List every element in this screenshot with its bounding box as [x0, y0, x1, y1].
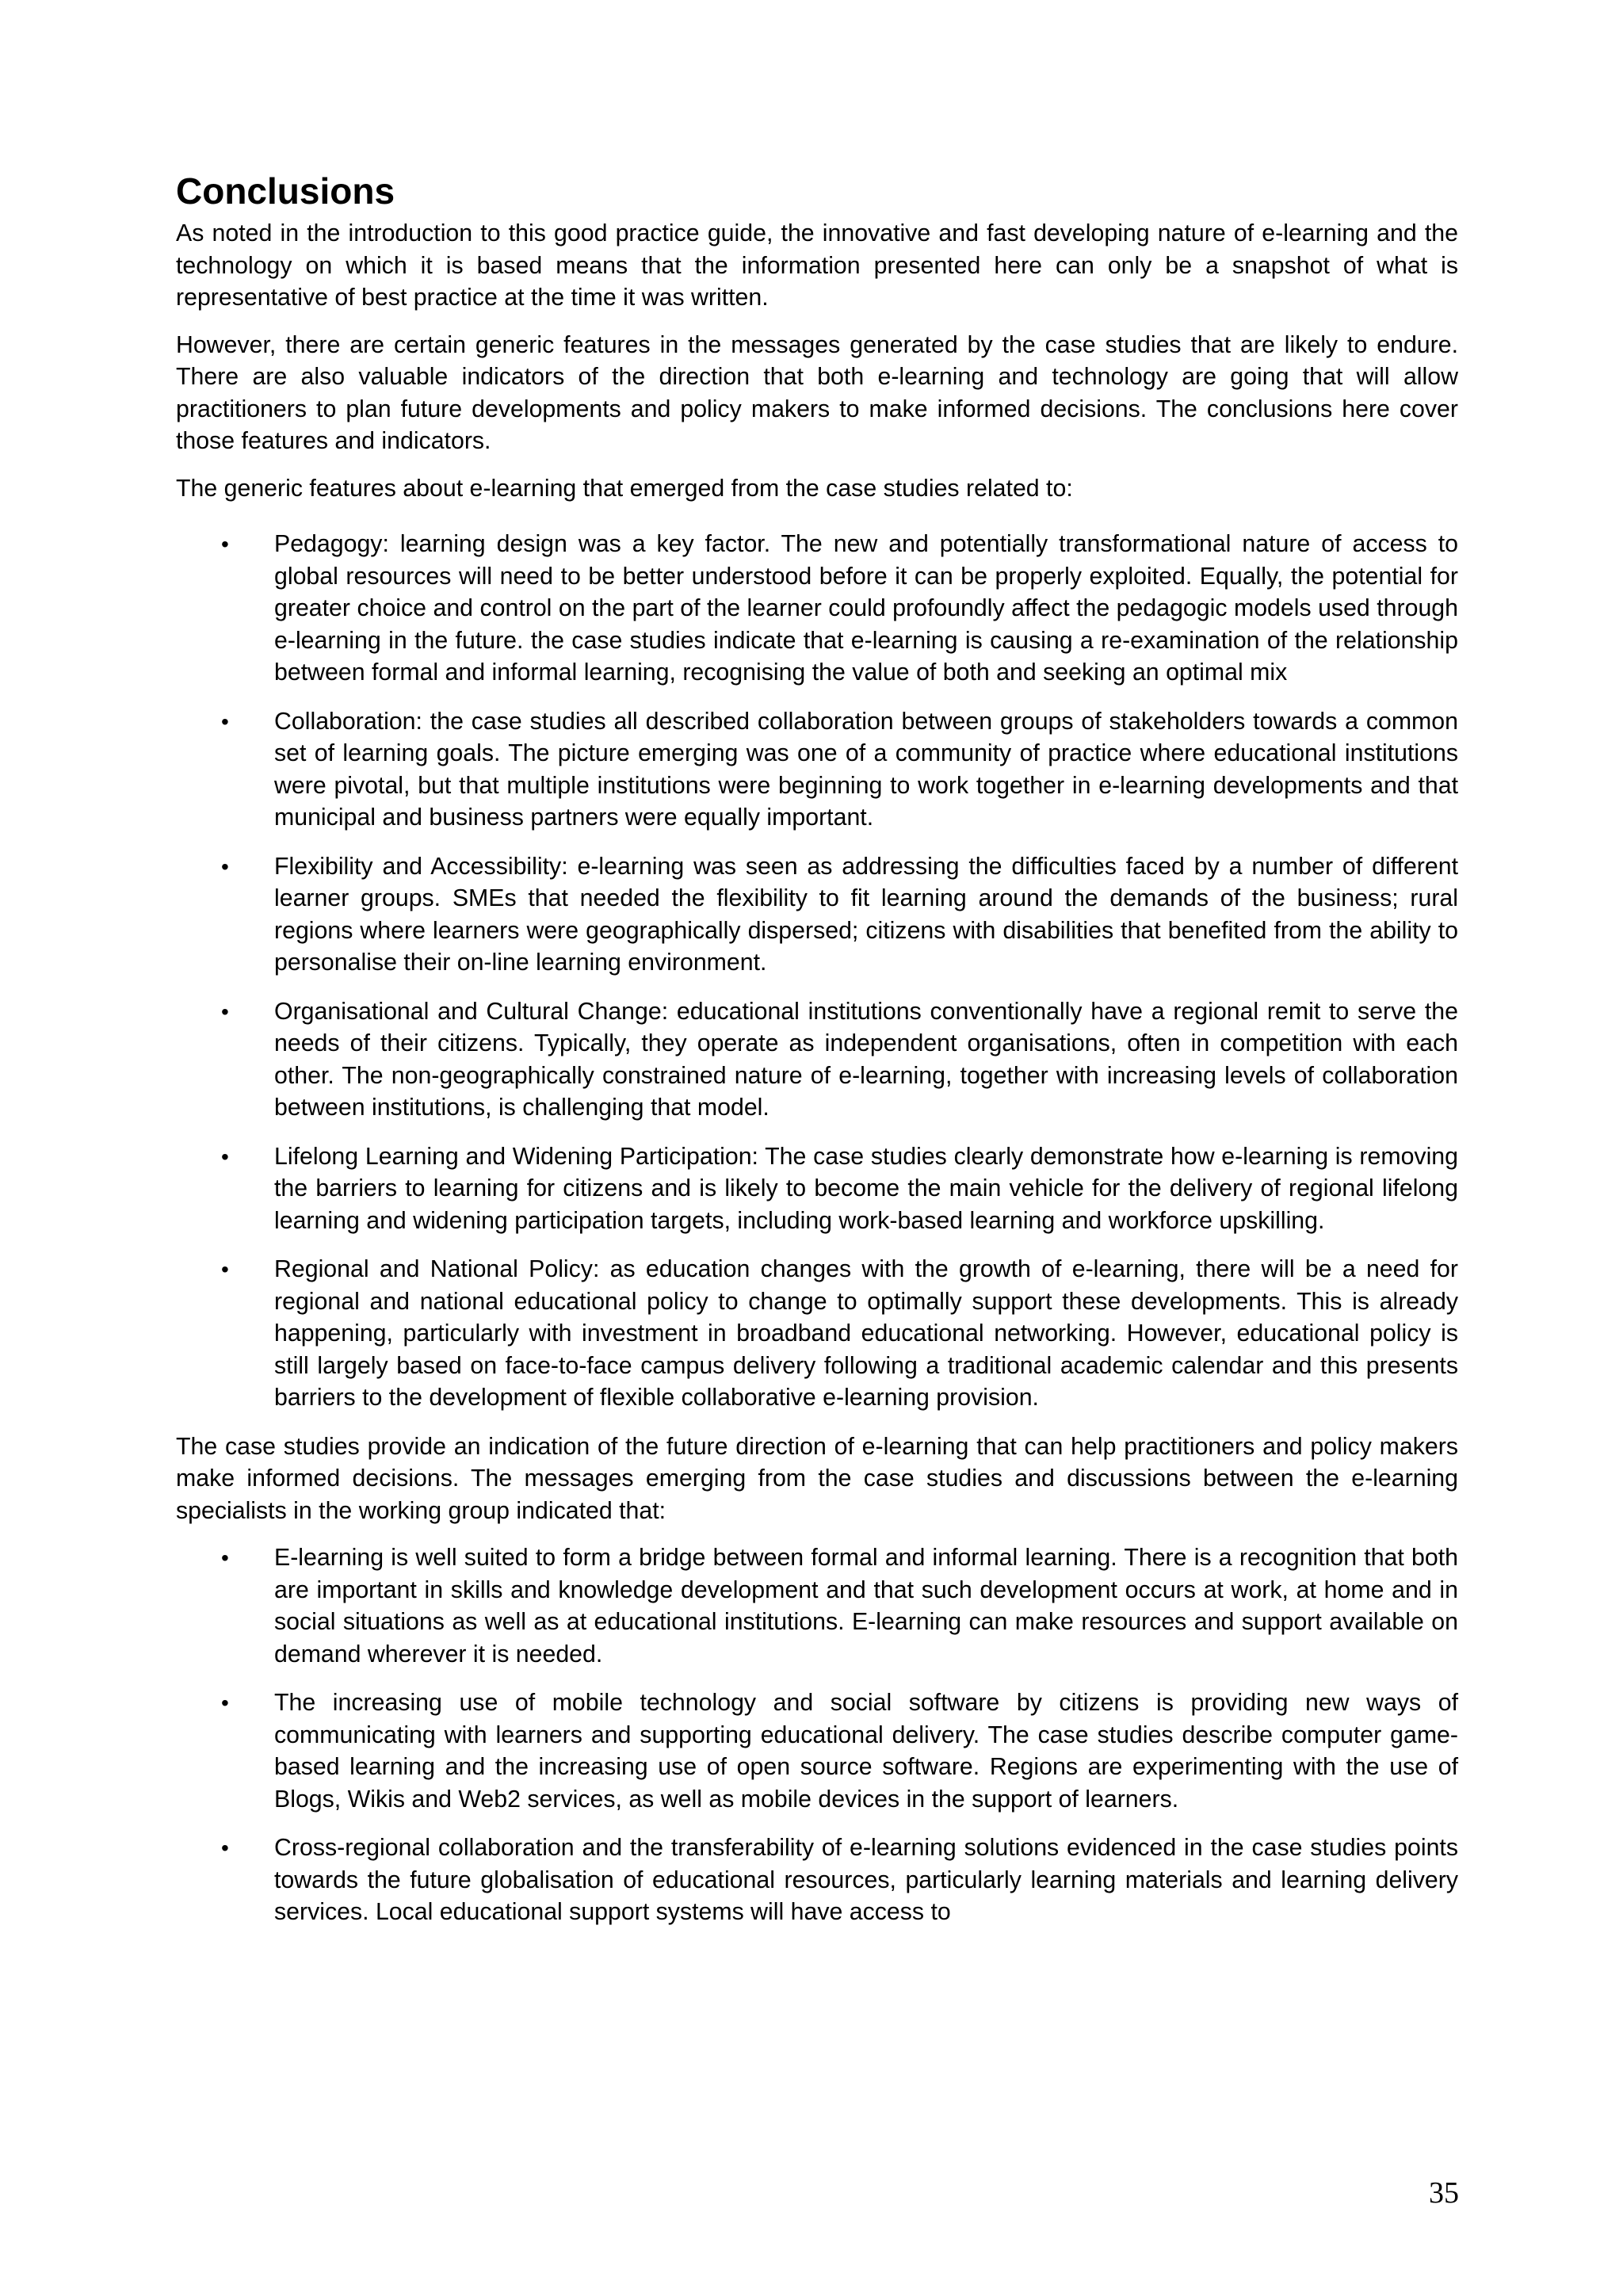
future-indicators-list	[176, 1542, 1458, 1929]
list-item-mobile-technology	[176, 1687, 1458, 1816]
list-item-text: Organisational and Cultural Change: educational institutions conventionally have a regional remit to serve the needs of their citizens. Typically, they operate as independent organisations, often in competition with each other. The non-geographically constrained nature of e-learning, together with increasing levels of collaboration between institutions, is challenging that model.	[274, 998, 1458, 1121]
bullet-icon: •	[221, 999, 229, 1024]
intro-paragraph-1: As noted in the introduction to this good practice guide, the innovative and fast developing nature of e-learning and the technology on which it is based means that the information presented here can only be a snapshot of what is representative of best practice at the time it was written.	[176, 220, 1458, 311]
list-item-bridge	[176, 1542, 1458, 1671]
bullet-icon: •	[221, 1257, 229, 1282]
page-content	[176, 170, 1458, 1946]
section-heading: Conclusions	[176, 170, 395, 212]
list-item-flexibility	[176, 851, 1458, 980]
bullet-icon: •	[221, 1836, 229, 1861]
list-item-text: Lifelong Learning and Widening Participation: The case studies clearly demonstrate how e-learning is removing the barriers to learning for citizens and is likely to become the main vehicle for the delivery of regional lifelong learning and widening participation targets, including work-based learning and workforce upskilling.	[274, 1143, 1458, 1234]
bullet-icon: •	[221, 1144, 229, 1169]
list-item-text: Regional and National Policy: as education changes with the growth of e-learning, there will be a need for regional and national educational policy to change to optimally support these developments. This is already happening, particularly with investment in broadband educational networking. However, educational policy is still largely based on face-to-face campus delivery following a traditional academic calendar and this presents barriers to the development of flexible collaborative e-learning provision.	[274, 1256, 1458, 1412]
intro-paragraph-3: The generic features about e-learning that emerged from the case studies related to:	[176, 475, 1073, 502]
list-item-text: Pedagogy: learning design was a key factor. The new and potentially transformational nature of access to global resources will need to be better understood before it can be properly exploited. Equally, the potential for greater choice and control on the part of the learner could profoundly affect the pedagogic models used through e-learning in the future. the case studies indicate that e-learning is causing a re-examination of the relationship between formal and informal learning, recognising the value of both and seeking an optimal mix	[274, 531, 1458, 686]
page-number: 35	[1429, 2176, 1459, 2210]
list-item-text: Flexibility and Accessibility: e-learning was seen as addressing the difficulties faced by a number of different learner groups. SMEs that needed the flexibility to fit learning around the demands of the business; rural regions where learners were geographically dispersed; citizens with disabilities that benefited from the ability to personalise their on-line learning environment.	[274, 853, 1458, 976]
list-item-text: The increasing use of mobile technology and social software by citizens is providing new ways of communicating with learners and supporting educational delivery. The case studies describe computer game-based learning and the increasing use of open source software. Regions are experimenting with the use of Blogs, Wikis and Web2 services, as well as mobile devices in the support of learners.	[274, 1690, 1458, 1813]
bullet-icon: •	[221, 854, 229, 879]
list-item-text: Cross-regional collaboration and the transferability of e-learning solutions evidenced in the case studies points towards the future globalisation of educational resources, particularly learning materials and learning delivery services. Local educational support systems will have access to	[274, 1835, 1458, 1926]
list-item-organisational-change	[176, 996, 1458, 1125]
list-item-text: Collaboration: the case studies all described collaboration between groups of stakeholders towards a common set of learning goals. The picture emerging was one of a community of practice where educational institutions were pivotal, but that multiple institutions were beginning to work together in e-learning developments and that municipal and business partners were equally important.	[274, 708, 1458, 831]
generic-features-list	[176, 529, 1458, 1415]
list-item-cross-regional	[176, 1832, 1458, 1929]
list-item-lifelong-learning	[176, 1141, 1458, 1238]
list-item-pedagogy	[176, 529, 1458, 690]
intro-paragraph-2: However, there are certain generic features in the messages generated by the case studies that are likely to endure. There are also valuable indicators of the direction that both e-learning and technology are going that will allow practitioners to plan future developments and policy makers to make informed decisions. The conclusions here cover those features and indicators.	[176, 331, 1458, 455]
bullet-icon: •	[221, 1545, 229, 1571]
list-item-collaboration	[176, 706, 1458, 835]
list-item-text: E-learning is well suited to form a bridge between formal and informal learning. There is a recognition that both are important in skills and knowledge development and that such development occurs at work, at home and in social situations as well as at educational institutions. E-learning can make resources and support available on demand wherever it is needed.	[274, 1545, 1458, 1668]
bullet-icon: •	[221, 709, 229, 734]
bullet-icon: •	[221, 1690, 229, 1716]
list-item-policy	[176, 1254, 1458, 1415]
future-paragraph: The case studies provide an indication of the future direction of e-learning that can help practitioners and policy makers make informed decisions. The messages emerging from the case studies and discussions between the e-learning specialists in the working group indicated that:	[176, 1433, 1458, 1524]
bullet-icon: •	[221, 532, 229, 557]
